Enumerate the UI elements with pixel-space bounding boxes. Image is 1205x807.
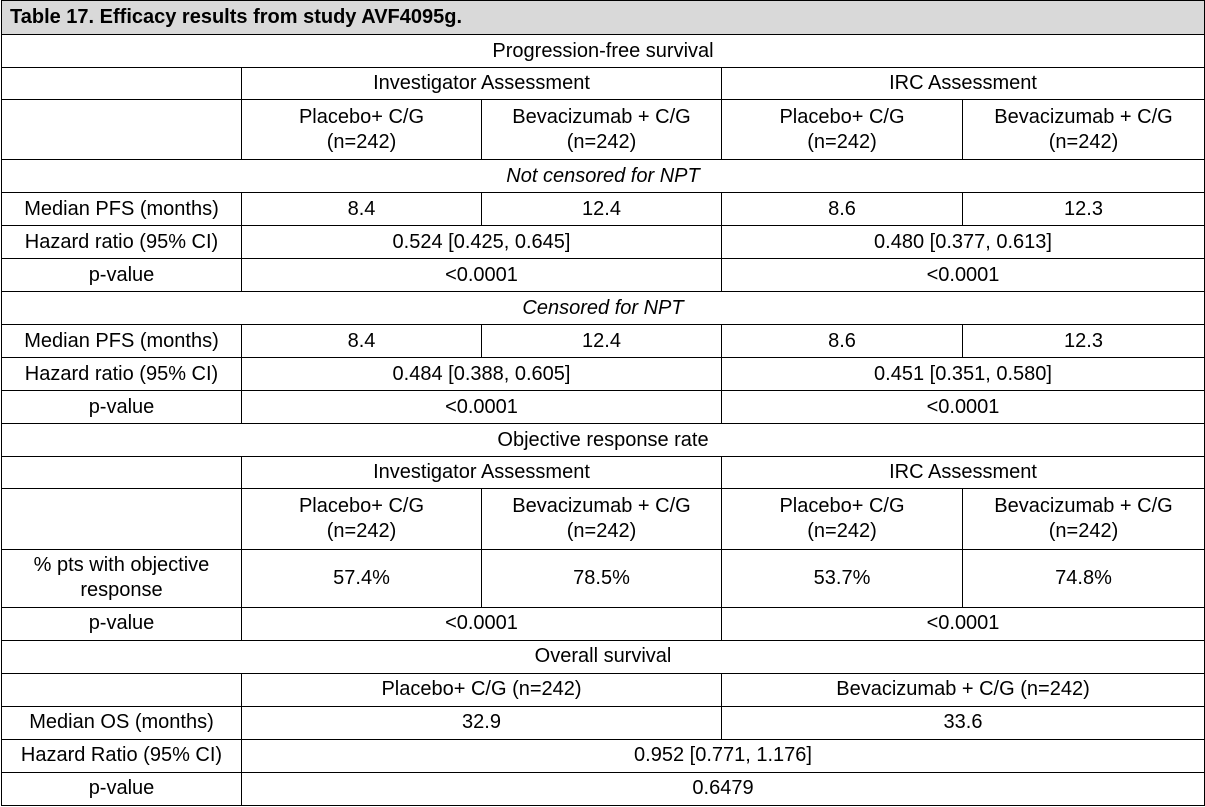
table-cell: 53.7% [722, 549, 963, 607]
arm-name: Placebo+ C/G [298, 105, 425, 128]
table-cell: 12.3 [963, 193, 1205, 226]
table-cell: 0.480 [0.377, 0.613] [722, 226, 1205, 259]
arm-name: Placebo+ C/G [779, 105, 905, 128]
table-cell: 0.484 [0.388, 0.605] [242, 358, 722, 391]
pfs-section-title: Progression-free survival [2, 35, 1205, 68]
arm-name: Bevacizumab + C/G [512, 105, 691, 128]
row-label: p-value [2, 772, 242, 805]
table-cell: <0.0001 [722, 607, 1205, 640]
table-cell: <0.0001 [722, 391, 1205, 424]
arm-name: Bevacizumab + C/G [994, 105, 1173, 128]
pfs-arm-header [482, 100, 722, 160]
pfs-investigator-header: Investigator Assessment [242, 68, 722, 100]
table-cell: 78.5% [482, 549, 722, 607]
table-cell: 12.4 [482, 193, 722, 226]
row-label: Hazard ratio (95% CI) [2, 358, 242, 391]
table-cell: 12.3 [963, 325, 1205, 358]
row-label-line: % pts with objective [33, 554, 210, 577]
empty-cell [2, 457, 242, 489]
table-cell: 12.4 [482, 325, 722, 358]
orr-arm-header [242, 489, 482, 549]
arm-n: (n=242) [326, 520, 397, 542]
orr-irc-header: IRC Assessment [722, 457, 1205, 489]
table-cell: <0.0001 [242, 259, 722, 292]
table-title: Table 17. Efficacy results from study AVF4095g. [2, 1, 1205, 35]
arm-name: Bevacizumab + C/G [994, 495, 1173, 517]
orr-arm-header [963, 489, 1205, 549]
table-cell: 32.9 [242, 706, 722, 739]
arm-n: (n=242) [1048, 130, 1119, 153]
table-cell: 57.4% [242, 549, 482, 607]
empty-cell [2, 68, 242, 100]
table-cell: <0.0001 [242, 391, 722, 424]
empty-cell [2, 100, 242, 160]
orr-investigator-header: Investigator Assessment [242, 457, 722, 489]
arm-name: Placebo+ C/G [298, 495, 425, 517]
table-cell: 8.6 [722, 193, 963, 226]
pfs-irc-header: IRC Assessment [722, 68, 1205, 100]
arm-n: (n=242) [326, 130, 397, 153]
arm-n: (n=242) [807, 520, 877, 542]
row-label: Median PFS (months) [2, 193, 242, 226]
table-cell: 0.524 [0.425, 0.645] [242, 226, 722, 259]
arm-n: (n=242) [566, 520, 637, 542]
efficacy-table [1, 0, 1205, 806]
table-cell: <0.0001 [722, 259, 1205, 292]
pfs-arm-header [963, 100, 1205, 160]
table-cell: 8.4 [242, 193, 482, 226]
arm-n: (n=242) [566, 130, 637, 153]
arm-name: Placebo+ C/G [779, 495, 905, 517]
empty-cell [2, 673, 242, 706]
row-label: p-value [2, 607, 242, 640]
row-label-line: response [80, 579, 163, 602]
table-cell: 0.451 [0.351, 0.580] [722, 358, 1205, 391]
row-label: Median PFS (months) [2, 325, 242, 358]
empty-cell [2, 489, 242, 549]
arm-name: Bevacizumab + C/G [512, 495, 691, 517]
row-label: p-value [2, 391, 242, 424]
not-censored-subheader: Not censored for NPT [2, 160, 1205, 193]
table-cell: <0.0001 [242, 607, 722, 640]
arm-n: (n=242) [1048, 520, 1119, 542]
os-arm-header: Placebo+ C/G (n=242) [242, 673, 722, 706]
orr-arm-header [482, 489, 722, 549]
arm-n: (n=242) [807, 130, 877, 153]
os-arm-header: Bevacizumab + C/G (n=242) [722, 673, 1205, 706]
table-cell: 0.952 [0.771, 1.176] [242, 739, 1205, 772]
row-label: p-value [2, 259, 242, 292]
orr-arm-header [722, 489, 963, 549]
row-label: Hazard ratio (95% CI) [2, 226, 242, 259]
table-cell: 33.6 [722, 706, 1205, 739]
table-cell: 8.6 [722, 325, 963, 358]
table-cell: 8.4 [242, 325, 482, 358]
os-section-title: Overall survival [2, 640, 1205, 673]
row-label: Median OS (months) [2, 706, 242, 739]
pfs-arm-header [242, 100, 482, 160]
pfs-arm-header [722, 100, 963, 160]
censored-subheader: Censored for NPT [2, 292, 1205, 325]
orr-section-title: Objective response rate [2, 424, 1205, 457]
row-label: Hazard Ratio (95% CI) [2, 739, 242, 772]
row-label [2, 549, 242, 607]
table-cell: 0.6479 [242, 772, 1205, 805]
table-cell: 74.8% [963, 549, 1205, 607]
